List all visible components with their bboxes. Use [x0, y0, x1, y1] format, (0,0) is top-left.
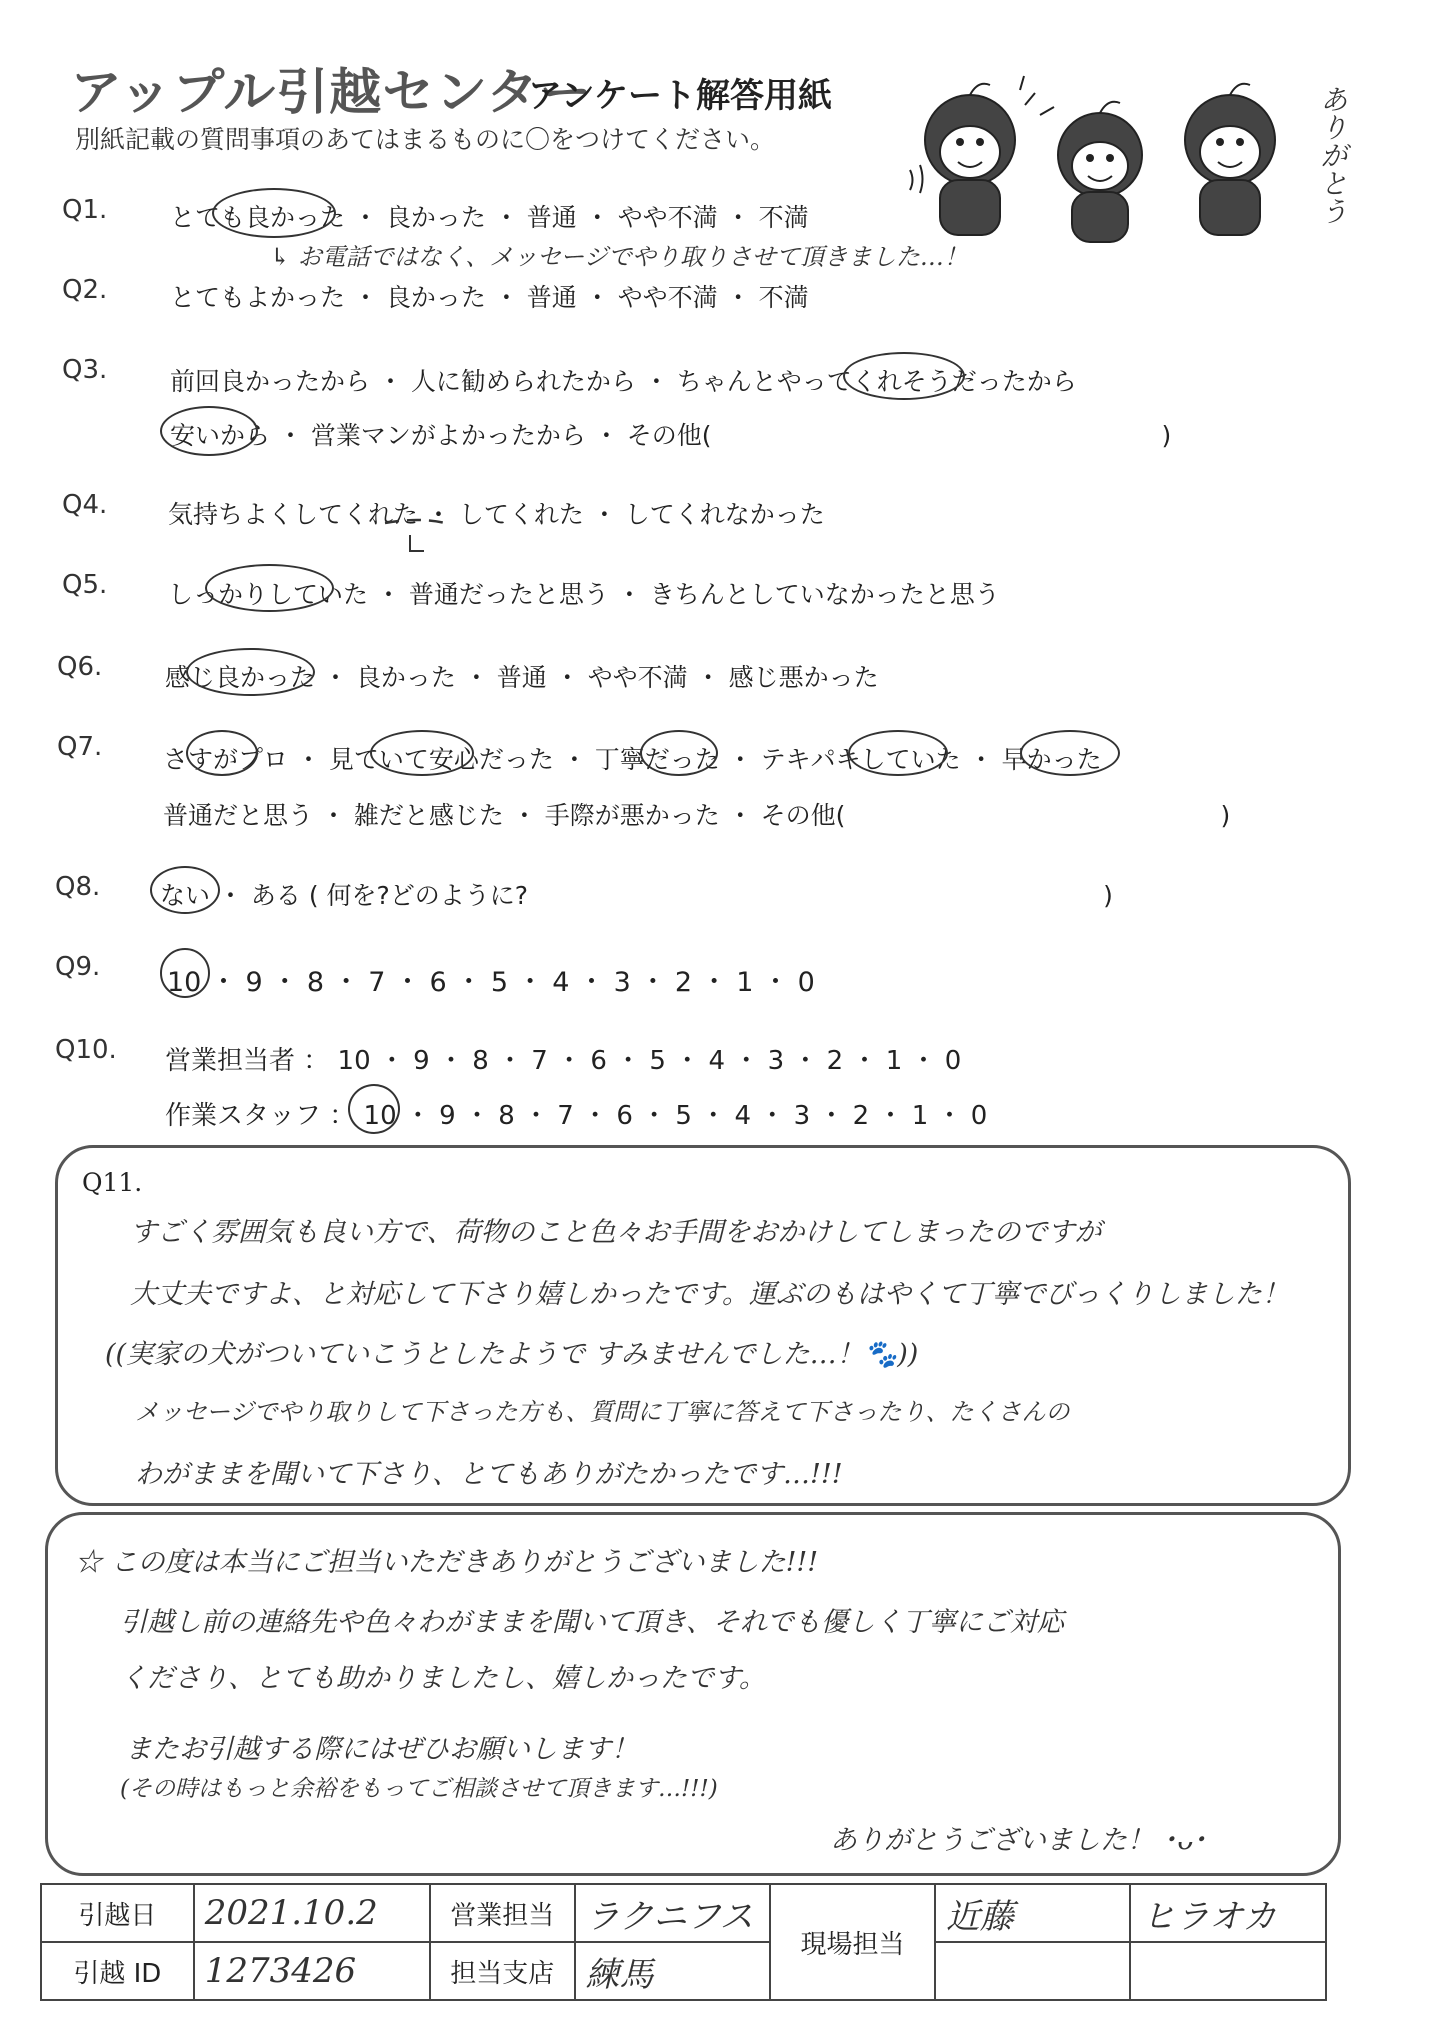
q11-line: ((実家の犬がついていこうとしたようで すみませんでした…！🐾)) — [105, 1339, 919, 1370]
question-number: Q8. — [55, 872, 101, 902]
question-number: Q5. — [62, 570, 108, 600]
branch-label: 担当支店 — [430, 1942, 575, 2000]
answer-circle-mark — [370, 730, 474, 776]
answer-circle-mark — [848, 730, 948, 776]
answer-options: 気持ちよくしてくれた ・ してくれた ・ してくれなかった — [168, 500, 825, 529]
question-number: Q4. — [62, 490, 108, 520]
form-instruction: 別紙記載の質問事項のあてはまるものに〇をつけてください。 — [75, 125, 776, 154]
answer-circle-mark — [186, 730, 258, 776]
site-staff-empty-cell — [935, 1942, 1130, 2000]
answer-options: 営業担当者 ： 10 ・ 9 ・ 8 ・ 7 ・ 6 ・ 5 ・ 4 ・ 3 ・ 2 ・ 1 ・ 0 — [165, 1046, 962, 1076]
sales-rep-value: ラクニフス — [575, 1884, 770, 1942]
question-number: Q11. — [82, 1168, 143, 1197]
comment-line: 引越し前の連絡先や色々わがままを聞いて頂き、それでも優しく丁寧にご対応 — [120, 1607, 1064, 1638]
question-number: Q10. — [55, 1035, 117, 1065]
answer-options: 前回良かったから ・ 人に勧められたから ・ ちゃんとやってくれそうだったから — [170, 367, 1077, 396]
moving-id-value: 1273426 — [194, 1942, 430, 2000]
answer-options: 安いから ・ 営業マンがよかったから ・ その他( ) — [170, 421, 1172, 450]
q11-line: わがままを聞いて下さり、とてもありがたかったです…!!! — [135, 1459, 843, 1490]
mascot-thanks-text: ありがとう — [1316, 85, 1349, 225]
branch-value: 練馬 — [575, 1942, 770, 2000]
answer-options: しっかりしていた ・ 普通だったと思う ・ きちんとしていなかったと思う — [168, 580, 1000, 609]
q11-line: すごく雰囲気も良い方で、荷物のこと色々お手間をおかけしてしまったのですが — [130, 1217, 1102, 1248]
answer-circle-mark — [186, 648, 315, 696]
answer-circle-mark — [205, 564, 334, 612]
answer-circle-mark — [160, 406, 258, 456]
brand-logo-text: アップル引越センター — [70, 64, 593, 122]
q11-line: 大丈夫ですよ、と対応して下さり嬉しかったです。運ぶのもはやくて丁寧でびっくりしました！ — [130, 1279, 1289, 1310]
question-number: Q2. — [62, 275, 108, 305]
moving-date-value: 2021.10.2 — [194, 1884, 430, 1942]
site-staff-empty-cell — [1130, 1942, 1326, 2000]
answer-circle-mark — [348, 1084, 400, 1134]
answer-circle-mark — [640, 730, 718, 776]
monkey-mascots-icon — [900, 70, 1320, 250]
answer-options: とてもよかった ・ 良かった ・ 普通 ・ やや不満 ・ 不満 — [170, 283, 809, 312]
comment-line: またお引越する際にはぜひお願いします！ — [125, 1734, 638, 1765]
moving-date-label: 引越日 — [41, 1884, 194, 1942]
answer-circle-mark — [1020, 730, 1120, 776]
handwritten-note: ↳ お電話ではなく、メッセージでやり取りさせて頂きました…！ — [270, 243, 968, 271]
answer-circle-mark — [843, 352, 965, 400]
question-number: Q6. — [57, 652, 103, 682]
comment-signoff: ありがとうございました！ ･ᴗ･ — [830, 1825, 1206, 1856]
form-subtitle: アンケート解答用紙 — [528, 76, 832, 116]
answer-options: 感じ良かった ・ 良かった ・ 普通 ・ やや不満 ・ 感じ悪かった — [165, 663, 879, 692]
answer-options: 10 ・ 9 ・ 8 ・ 7 ・ 6 ・ 5 ・ 4 ・ 3 ・ 2 ・ 1 ・ 0 — [167, 967, 815, 998]
question-number: Q1. — [62, 195, 108, 225]
answer-options: さすがプロ ・ 見ていて安心だった ・ 丁寧だった ・ テキパキしていた ・ 早かった — [163, 745, 1102, 774]
sales-rep-label: 営業担当 — [430, 1884, 575, 1942]
moving-id-label: 引越 ID — [41, 1942, 194, 2000]
answer-options: ない ・ ある ( 何を?どのように? ) — [160, 881, 1113, 910]
site-staff-label: 現場担当 — [770, 1884, 935, 2000]
answer-circle-mark — [150, 866, 220, 914]
answer-options: とても良かった ・ 良かった ・ 普通 ・ やや不満 ・ 不満 — [170, 203, 809, 232]
handwritten-arrow-icon — [380, 495, 460, 555]
question-number: Q9. — [55, 952, 101, 982]
answer-circle-mark — [212, 188, 336, 238]
comment-line: ☆ この度は本当にご担当いただきありがとうございました!!! — [75, 1547, 819, 1578]
moving-info-table — [40, 1883, 1327, 2001]
answer-options: 普通だと思う ・ 雑だと感じた ・ 手際が悪かった ・ その他( ) — [163, 801, 1231, 830]
question-number: Q3. — [62, 355, 108, 385]
answer-circle-mark — [160, 948, 210, 998]
question-number: Q7. — [57, 732, 103, 762]
comment-line: (その時はもっと余裕をもってご相談させて頂きます…!!!) — [120, 1776, 718, 1802]
site-staff-2: ヒラオカ — [1130, 1884, 1326, 1942]
site-staff-1: 近藤 — [935, 1884, 1130, 1942]
answer-options: 作業スタッフ ： 10 ・ 9 ・ 8 ・ 7 ・ 6 ・ 5 ・ 4 ・ 3 ・ 2 ・ 1 ・ 0 — [165, 1101, 988, 1131]
q11-line: メッセージでやり取りして下さった方も、質問に丁寧に答えて下さったり、たくさんの — [135, 1398, 1070, 1426]
comment-line: くださり、とても助かりましたし、嬉しかったです。 — [120, 1663, 766, 1694]
